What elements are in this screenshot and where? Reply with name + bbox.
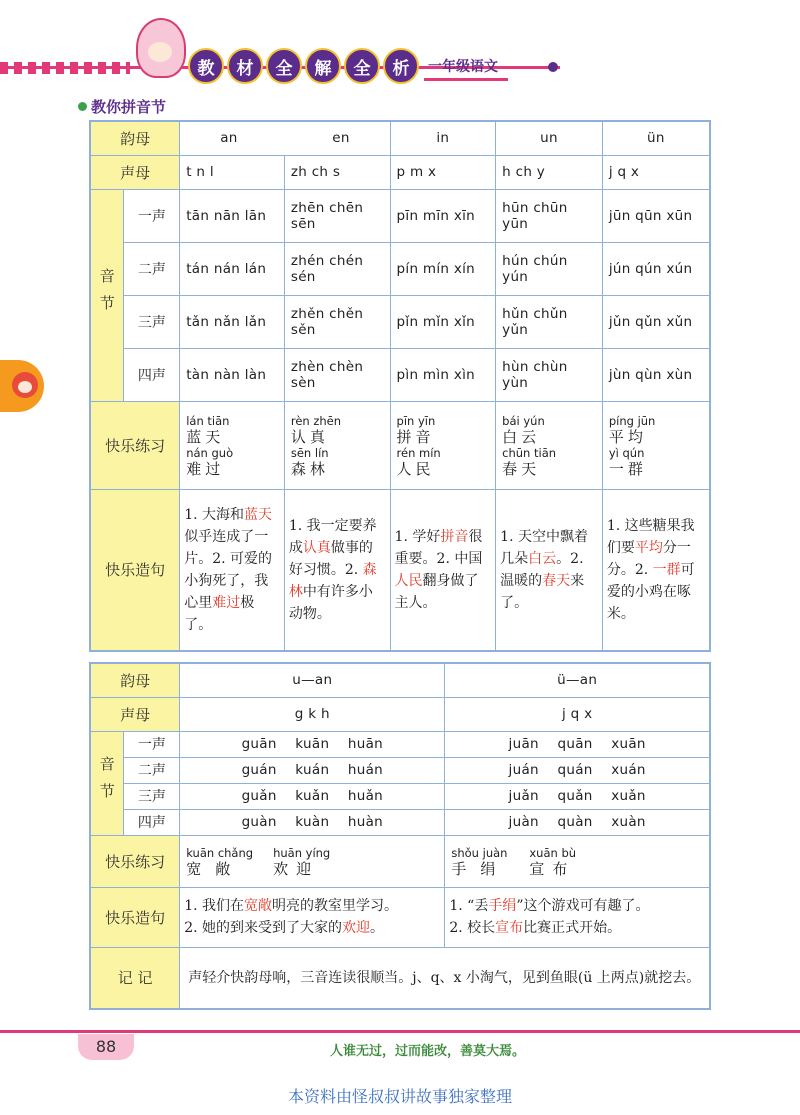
shengmu-cell: p m x (390, 155, 496, 189)
syllable-cell: guān kuān huān (180, 731, 445, 757)
syllable-cell: jūn qūn xūn (602, 189, 710, 242)
label-practice: 快乐练习 (90, 835, 180, 887)
tone-label: 一声 (124, 189, 180, 242)
practice-pinyin: rén mín (396, 446, 441, 460)
syllable-cell: hùn chùn yùn (496, 348, 603, 401)
syllable-cell: jǔn qǔn xǔn (602, 295, 710, 348)
yunmu-an-en (180, 121, 390, 155)
practice-pinyin: shǒu juàn (451, 846, 508, 860)
sentence-line (449, 917, 705, 939)
sentence-line (184, 895, 440, 917)
practice-pinyin: kuān chǎng (186, 846, 254, 860)
practice-item (273, 845, 330, 877)
sentence-text: 很重要。2. 中国 (394, 528, 483, 567)
syllable-cell: tān nān lān (180, 189, 285, 242)
syllable-cell: hūn chūn yūn (496, 189, 603, 242)
syllable-cell: jùn qùn xùn (602, 348, 710, 401)
sentence-keyword: 白云 (528, 550, 557, 567)
label-yunmu: 韵母 (90, 121, 180, 155)
sentence-text: 明亮的教室里学习。 (272, 898, 399, 914)
practice-cell (180, 835, 445, 887)
practice-cell (496, 401, 603, 489)
tone-label: 二声 (124, 242, 180, 295)
practice-word: 难过 (186, 460, 225, 478)
sentence-keyword: 难过 (212, 594, 241, 611)
sentence-cell (390, 489, 496, 651)
sentence-text: 2. 校长 (449, 920, 496, 936)
title-char: 析 (383, 48, 419, 84)
label-yinjie: 音节 (90, 189, 124, 401)
title-char: 全 (266, 48, 302, 84)
shengmu-cell: h ch y (496, 155, 603, 189)
syllable-cell: guǎn kuǎn huǎn (180, 783, 445, 809)
practice-pinyin: yì qún (608, 446, 645, 460)
practice-pinyin: huān yíng (273, 846, 331, 860)
sentence-keyword: 蓝天 (244, 506, 273, 523)
sentence-keyword: 宽敞 (244, 898, 273, 914)
page-header (0, 0, 800, 100)
yunmu-cell: u—an (180, 663, 445, 697)
practice-word: 欢迎 (273, 860, 320, 878)
syllable-cell: juān quān xuān (445, 731, 710, 757)
practice-word: 春天 (502, 460, 541, 478)
practice-pinyin: sēn lín (290, 446, 329, 460)
syllable-cell: pīn mīn xīn (390, 189, 496, 242)
tone-label: 三声 (124, 295, 180, 348)
label-yinjie: 音节 (90, 731, 124, 835)
subject-label: 一年级语文 (424, 56, 508, 81)
practice-word: 认真 (290, 428, 329, 446)
practice-word: 平均 (608, 428, 647, 446)
sentence-keyword: 拼音 (440, 528, 469, 545)
tone-label: 四声 (124, 809, 180, 835)
syllable-cell: pǐn mǐn xǐn (390, 295, 496, 348)
yunmu-cell: en (332, 130, 350, 147)
tone-label: 四声 (124, 348, 180, 401)
sentence-text: 翻身做了主人。 (394, 572, 479, 611)
sentence-keyword: 平均 (634, 539, 663, 556)
practice-pinyin: nán guò (186, 446, 234, 460)
practice-item (529, 845, 576, 877)
tone-label: 三声 (124, 783, 180, 809)
sentence-text: 1. 这些糖果我们要 (606, 517, 695, 556)
sentence-cell (445, 887, 710, 947)
syllable-cell: zhēn chēn sēn (284, 189, 390, 242)
syllable-cell: guàn kuàn huàn (180, 809, 445, 835)
sentence-text: 。 (370, 920, 385, 936)
shengmu-cell: j q x (602, 155, 710, 189)
practice-item (451, 845, 509, 877)
sentence-keyword: 一群 (652, 561, 681, 578)
sentence-text: 极了。 (184, 594, 255, 633)
label-remember: 记 记 (90, 947, 180, 1009)
practice-pinyin: bái yún (502, 414, 545, 428)
syllable-cell: hǔn chǔn yǔn (496, 295, 603, 348)
book-title (188, 48, 419, 84)
label-practice: 快乐练习 (90, 401, 180, 489)
syllable-cell: juǎn quǎn xuǎn (445, 783, 710, 809)
sentence-text: 来了。 (500, 572, 585, 611)
label-sentence: 快乐造句 (90, 489, 180, 651)
shengmu-cell: g k h (180, 697, 445, 731)
syllable-cell: zhén chén sén (284, 242, 390, 295)
sentence-text: 可爱的小鸡在啄米。 (606, 561, 695, 622)
sentence-text: 中有许多小动物。 (288, 583, 373, 622)
sentence-text: 1. 我一定要养成 (288, 517, 377, 556)
sentence-cell (180, 887, 445, 947)
syllable-cell: juán quán xuán (445, 757, 710, 783)
sentence-cell (180, 489, 285, 651)
syllable-cell: hún chún yún (496, 242, 603, 295)
practice-word: 蓝天 (186, 428, 225, 446)
sentence-cell (496, 489, 603, 651)
title-char: 材 (227, 48, 263, 84)
sentence-keyword: 森林 (288, 561, 377, 600)
practice-word: 人民 (396, 460, 435, 478)
mascot-face-icon (12, 372, 38, 398)
credit-line: 本资料由怪叔叔讲故事独家整理 (287, 1087, 512, 1106)
syllable-cell: zhèn chèn sèn (284, 348, 390, 401)
yunmu-cell: an (220, 130, 238, 147)
sentence-text: 。2. 温暖的 (500, 550, 584, 589)
sentence-text: 2. 她的到来受到了大家的 (184, 920, 343, 936)
sentence-text: 1. 我们在 (184, 898, 245, 914)
practice-cell (390, 401, 496, 489)
practice-word: 拼音 (396, 428, 435, 446)
syllable-cell: pìn mìn xìn (390, 348, 496, 401)
sentence-cell (284, 489, 390, 651)
practice-pinyin: lán tiān (186, 414, 230, 428)
practice-word: 手绢 (451, 860, 510, 878)
side-tab (0, 360, 44, 412)
sentence-text: 分一分。2. (606, 539, 691, 578)
yunmu-cell: in (390, 121, 496, 155)
sentence-text: ”这个游戏可有趣了。 (516, 898, 650, 914)
tone-label: 二声 (124, 757, 180, 783)
shengmu-cell: j q x (445, 697, 710, 731)
sentence-cell (602, 489, 710, 651)
sentence-keyword: 春天 (542, 572, 571, 589)
yunmu-cell: un (496, 121, 603, 155)
shengmu-cell: t n l (180, 155, 285, 189)
sentence-keyword: 手绢 (488, 898, 517, 914)
practice-pinyin: chūn tiān (502, 446, 557, 460)
bullet-icon (78, 102, 87, 111)
syllable-cell: jún qún xún (602, 242, 710, 295)
syllable-cell: zhěn chěn sěn (284, 295, 390, 348)
practice-cell (284, 401, 390, 489)
practice-word: 宽敞 (186, 860, 245, 878)
practice-pinyin: píng jūn (608, 414, 656, 428)
syllable-cell: tàn nàn làn (180, 348, 285, 401)
practice-cell (602, 401, 710, 489)
mascot-icon (136, 18, 186, 78)
sentence-text: 1. 大海和 (184, 506, 245, 523)
sentence-line (449, 895, 705, 917)
sentence-line (184, 917, 440, 939)
label-shengmu: 声母 (90, 697, 180, 731)
yunmu-cell: ü—an (445, 663, 710, 697)
sentence-keyword: 认真 (302, 539, 331, 556)
practice-cell (445, 835, 710, 887)
practice-pinyin: xuān bù (529, 846, 577, 860)
sentence-text: 做事的好习惯。2. (288, 539, 373, 578)
sentence-keyword: 欢迎 (342, 920, 371, 936)
sentence-text: 1. “丢 (449, 898, 489, 914)
syllable-cell: pín mín xín (390, 242, 496, 295)
title-char: 全 (344, 48, 380, 84)
syllable-cell: tán nán lán (180, 242, 285, 295)
sentence-text: 1. 学好 (394, 528, 441, 545)
section-title (78, 96, 166, 117)
practice-word: 白云 (502, 428, 541, 446)
title-char: 教 (188, 48, 224, 84)
syllable-table-1 (89, 120, 711, 652)
title-char: 解 (305, 48, 341, 84)
practice-word: 一群 (608, 460, 647, 478)
sentence-text: 似乎连成了一片。2. 可爱的小狗死了，我心里 (184, 528, 273, 611)
practice-pinyin: pīn yīn (396, 414, 436, 428)
tone-label: 一声 (124, 731, 180, 757)
practice-pinyin: rèn zhēn (290, 414, 342, 428)
label-yunmu: 韵母 (90, 663, 180, 697)
yunmu-cell: ün (602, 121, 710, 155)
footer-motto: 人谁无过，过而能改，善莫大焉。 (330, 1044, 526, 1059)
label-sentence: 快乐造句 (90, 887, 180, 947)
section-title-text: 教你拼音节 (91, 98, 167, 116)
sentence-text: 1. 天空中飘着几朵 (500, 528, 588, 567)
practice-word: 宣布 (529, 860, 576, 878)
shengmu-cell: zh ch s (284, 155, 390, 189)
syllable-cell: tǎn nǎn lǎn (180, 295, 285, 348)
syllable-table-2 (89, 662, 711, 1010)
page-number: 88 (78, 1034, 134, 1060)
syllable-cell: guán kuán huán (180, 757, 445, 783)
practice-cell (180, 401, 285, 489)
sentence-keyword: 人民 (394, 572, 423, 589)
sentence-text: 比赛正式开始。 (523, 920, 622, 936)
sentence-keyword: 宣布 (495, 920, 524, 936)
footer-rule (0, 1030, 800, 1033)
practice-item (186, 845, 253, 877)
practice-word: 森林 (290, 460, 329, 478)
label-shengmu: 声母 (90, 155, 180, 189)
remember-text: 声轻介快韵母响，三音连读很顺当。j、q、x 小淘气，见到鱼眼(ü 上两点)就挖去。 (180, 947, 710, 1009)
syllable-cell: juàn quàn xuàn (445, 809, 710, 835)
header-end-dot (548, 62, 558, 72)
